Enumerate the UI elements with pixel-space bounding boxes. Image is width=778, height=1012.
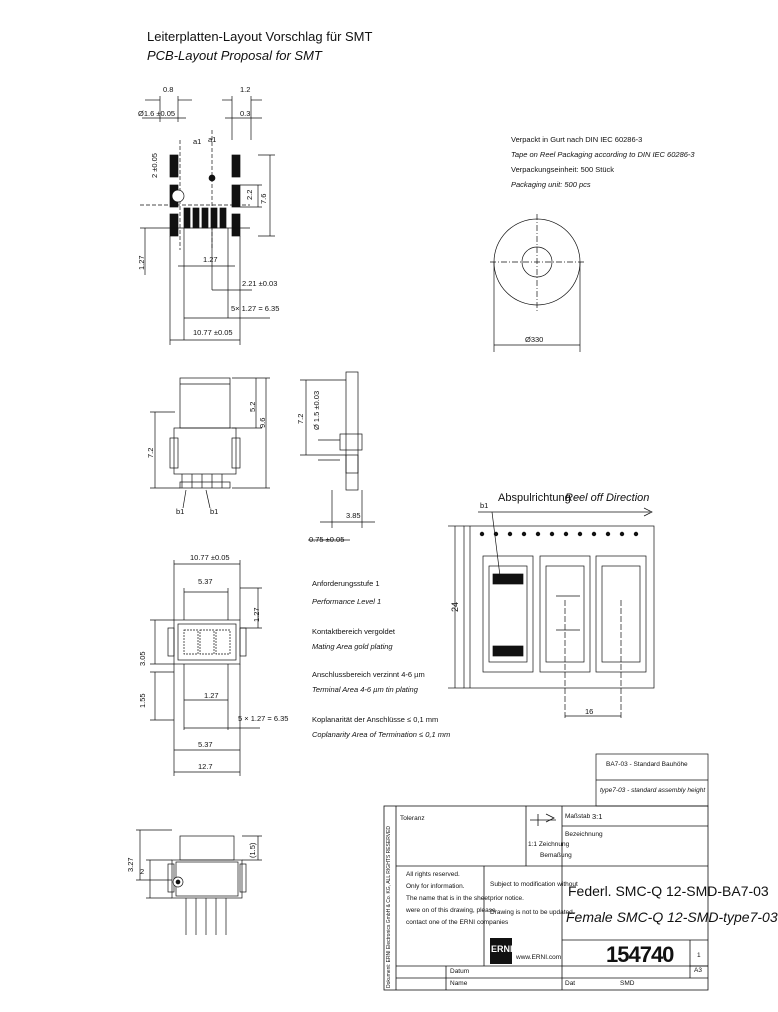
dim-label: a1 <box>208 135 217 144</box>
dim-label: 0.8 <box>163 85 174 94</box>
sheet-format: A3 <box>694 967 702 974</box>
sprocket-hole <box>606 532 610 536</box>
dim-label: 12.7 <box>198 762 213 771</box>
dim-label: 7.6 <box>259 193 268 204</box>
dim-label: 2.2 <box>245 189 254 200</box>
note-text: Anforderungsstufe 1 <box>312 579 380 588</box>
sprocket-hole <box>634 532 638 536</box>
rights-text: Only for information. <box>406 883 465 890</box>
subject-text: Drawing is not to be updated. <box>490 909 575 916</box>
reel-off-title-en: Reel off Direction <box>565 492 650 504</box>
dim-label: 5.2 <box>248 401 257 412</box>
part-number: 154740 <box>606 942 674 967</box>
reel-off-title-de: Abspulrichtung - <box>498 492 578 504</box>
dim-label: 9.6 <box>258 417 267 428</box>
dim-label: 7.2 <box>146 447 155 458</box>
note-text: Coplanarity Area of Termination ≤ 0,1 mm <box>312 730 451 739</box>
sprocket-hole <box>550 532 554 536</box>
dim-label: 1.55 <box>138 693 147 708</box>
scale-value: 3:1 <box>592 812 603 821</box>
sprocket-hole <box>564 532 568 536</box>
cad-value: SMD <box>620 980 635 987</box>
sprocket-hole <box>578 532 582 536</box>
cad-label: Dat <box>565 980 576 987</box>
rights-text: The name that is in the sheet <box>406 895 490 902</box>
dim-label: 16 <box>585 707 594 716</box>
dim-label: Ø 1.5 ±0.03 <box>312 390 321 430</box>
variant-text: BA7-03 - Standard Bauhöhe <box>606 761 688 768</box>
note-text: Kontaktbereich vergoldet <box>312 627 395 636</box>
dim-label: 1.27 <box>252 607 261 622</box>
subject-text: Subject to modification without <box>490 881 578 888</box>
tape-sprocket-holes <box>480 532 638 536</box>
title-de: Leiterplatten-Layout Vorschlag für SMT <box>147 29 373 44</box>
dim-label: 3.85 <box>346 511 361 520</box>
dim-label: 2 ±0.05 <box>150 153 159 178</box>
scale-label: Maßstab <box>565 813 591 820</box>
note-text: Mating Area gold plating <box>312 642 393 651</box>
title-en: PCB-Layout Proposal for SMT <box>147 48 322 63</box>
dim-label: 10.77 ±0.05 <box>190 553 230 562</box>
dim-label: (1.5) <box>248 842 257 858</box>
dim-label: b1 <box>176 507 185 516</box>
sprocket-hole <box>480 532 484 536</box>
dim-label: 5 × 1.27 = 6.35 <box>238 714 289 723</box>
dim-label: 2 <box>140 867 145 876</box>
variant-text: type7-03 - standard assembly height <box>600 787 706 794</box>
date-label: Datum <box>450 968 470 975</box>
note-text: Terminal Area 4-6 µm tin plating <box>312 685 418 694</box>
bottom-view <box>136 830 262 935</box>
dim-label: 1.27 <box>204 691 219 700</box>
sprocket-hole <box>494 532 498 536</box>
rights-text: All rights reserved. <box>406 871 460 878</box>
rights-text: were on of this drawing, please <box>406 907 496 914</box>
web-address: www.ERNI.com <box>516 954 562 961</box>
dim-label: 5× 1.27 = 6.35 <box>231 304 280 313</box>
projection-label: Bemaßung <box>540 852 572 859</box>
dim-label: 2.21 ±0.03 <box>242 279 278 288</box>
dim-label: 3.27 <box>126 857 135 872</box>
packaging-text: Verpackt in Gurt nach DIN IEC 60286-3 <box>511 135 643 144</box>
erni-logo: ERNI <box>491 944 513 954</box>
dim-label: 5.37 <box>198 577 213 586</box>
dim-label: 1.2 <box>240 85 251 94</box>
reel-diameter: Ø330 <box>525 335 544 344</box>
dim-label: b1 <box>210 507 219 516</box>
sprocket-hole <box>522 532 526 536</box>
tolerance-label: Toleranz <box>400 815 425 822</box>
reel-tape-drawing <box>448 508 654 720</box>
product-name-en: Female SMC-Q 12-SMD-type7-03 <box>566 909 778 925</box>
sprocket-hole <box>592 532 596 536</box>
product-name-de: Federl. SMC-Q 12-SMD-BA7-03 <box>568 883 769 899</box>
dim-label: a1 <box>193 137 202 146</box>
packaging-text: Tape on Reel Packaging according to DIN IEC 60286-3 <box>511 150 695 159</box>
subject-text: prior notice. <box>490 895 524 902</box>
note-text: Performance Level 1 <box>312 597 382 606</box>
dim-label: 1.27 <box>203 255 218 264</box>
dim-label: 24 <box>450 601 460 612</box>
dim-label: 0.3 <box>240 109 251 118</box>
sprocket-hole <box>536 532 540 536</box>
sprocket-hole <box>508 532 512 536</box>
note-text: Anschlussbereich verzinnt 4-6 µm <box>312 670 425 679</box>
dim-label: 0.75 ±0.05 <box>309 535 345 544</box>
note-text: Koplanarität der Anschlüsse ≤ 0,1 mm <box>312 715 439 724</box>
reel-drawing <box>490 214 586 352</box>
rights-text: contact one of the ERNI companies <box>406 919 509 926</box>
sprocket-hole <box>620 532 624 536</box>
dim-label: Ø1.6 ±0.05 <box>138 109 176 118</box>
sheet-number: 1 <box>697 952 701 959</box>
dim-label: 3.05 <box>138 651 147 666</box>
packaging-text: Packaging unit: 500 pcs <box>511 180 591 189</box>
name-label: Name <box>450 980 468 987</box>
dim-label: 5.37 <box>198 740 213 749</box>
designation-label: Bezeichnung <box>565 831 603 838</box>
packaging-text: Verpackungseinheit: 500 Stück <box>511 165 614 174</box>
dim-label: b1 <box>480 501 489 510</box>
projection-label: 1:1 Zeichnung <box>528 841 570 848</box>
side-view <box>150 378 270 508</box>
dim-label: 1.27 <box>137 255 146 270</box>
dim-label: 7.2 <box>296 413 305 424</box>
dim-label: 10.77 ±0.05 <box>193 328 233 337</box>
copyright-vertical: Dokument: ERNI Electronics GmbH & Co. KG, ALL RIGHTS RESERVED <box>386 826 392 988</box>
